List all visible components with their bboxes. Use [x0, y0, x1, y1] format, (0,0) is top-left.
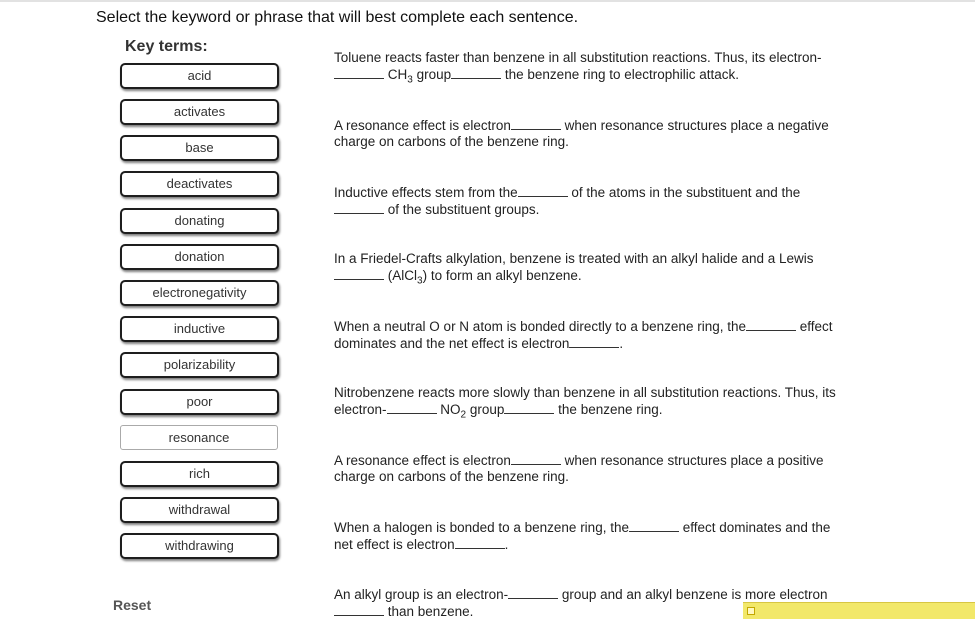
term-base[interactable]: base: [120, 135, 279, 161]
key-terms-heading: Key terms:: [125, 38, 208, 55]
term-activates[interactable]: activates: [120, 99, 279, 125]
term-poor[interactable]: poor: [120, 389, 279, 415]
term-acid[interactable]: acid: [120, 63, 279, 89]
blank-4a[interactable]: [334, 267, 384, 280]
term-donating[interactable]: donating: [120, 208, 279, 234]
blank-8b[interactable]: [455, 536, 505, 549]
term-resonance[interactable]: resonance: [120, 425, 278, 450]
blank-2a[interactable]: [511, 117, 561, 130]
reset-button[interactable]: Reset: [113, 597, 152, 613]
blank-1a[interactable]: [334, 66, 384, 79]
blank-7a[interactable]: [511, 452, 561, 465]
sentence-1: Toluene reacts faster than benzene in all substitution reactions. Thus, its electron- $CH_3$ group the benzene ring to electrophilic attack.: [334, 50, 822, 86]
blank-3b[interactable]: [334, 201, 384, 214]
term-electronegativity[interactable]: electronegativity: [120, 280, 279, 306]
sentence-4: In a Friedel-Crafts alkylation, benzene is treated with an alkyl halide and a Lewis (AlCl$_3$) to form an alkyl benzene.: [334, 251, 814, 287]
status-bar: [743, 602, 975, 619]
top-divider: [0, 0, 975, 2]
blank-8a[interactable]: [629, 519, 679, 532]
blank-3a[interactable]: [518, 184, 568, 197]
term-deactivates[interactable]: deactivates: [120, 171, 279, 197]
term-polarizability[interactable]: polarizability: [120, 352, 279, 378]
term-inductive[interactable]: inductive: [120, 316, 279, 342]
note-icon[interactable]: [747, 607, 755, 615]
term-withdrawal[interactable]: withdrawal: [120, 497, 279, 523]
sentence-3: Inductive effects stem from the of the atoms in the substituent and the of the substituent groups.: [334, 185, 801, 217]
instructions: Select the keyword or phrase that will best complete each sentence.: [96, 9, 579, 26]
blank-5b[interactable]: [569, 335, 619, 348]
term-donation[interactable]: donation: [120, 244, 279, 270]
blank-5a[interactable]: [746, 318, 796, 331]
sentence-7: A resonance effect is electron when resonance structures place a positive charge on carbons of the benzene ring.: [334, 453, 824, 484]
sentence-5: When a neutral O or N atom is bonded directly to a benzene ring, the effect dominates and the net effect is electron .: [334, 319, 833, 351]
blank-6b[interactable]: [504, 401, 554, 414]
blank-6a[interactable]: [387, 401, 437, 414]
sentence-8: When a halogen is bonded to a benzene ring, the effect dominates and the net effect is electron .: [334, 520, 831, 552]
sentence-9: An alkyl group is an electron- group and an alkyl benzene is more electron than benzene.: [334, 587, 828, 619]
blank-1b[interactable]: [451, 66, 501, 79]
term-rich[interactable]: rich: [120, 461, 279, 487]
term-withdrawing[interactable]: withdrawing: [120, 533, 279, 559]
sentence-6: Nitrobenzene reacts more slowly than benzene in all substitution reactions. Thus, its electron- $NO_2$ group the benzene ring.: [334, 385, 836, 421]
blank-9a[interactable]: [508, 586, 558, 599]
blank-9b[interactable]: [334, 603, 384, 616]
sentence-2: A resonance effect is electron when resonance structures place a negative charge on carbons of the benzene ring.: [334, 118, 829, 149]
